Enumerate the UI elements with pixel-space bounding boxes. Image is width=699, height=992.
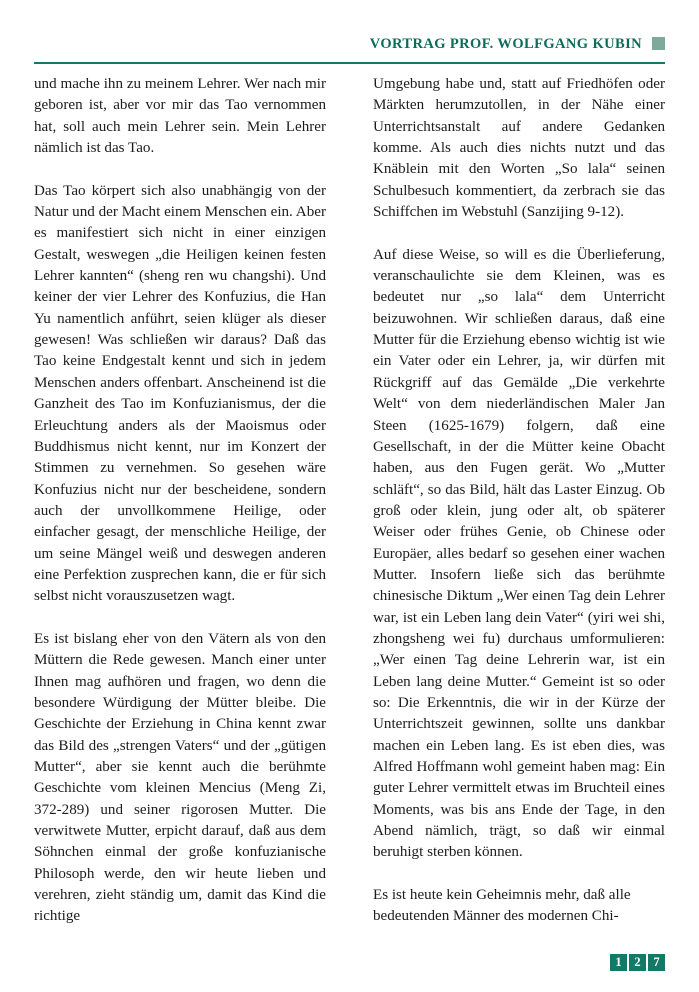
paragraph: Es ist heute kein Geheimnis mehr, daß alle bedeutenden Männer des modernen Chi- bbox=[373, 887, 631, 925]
square-marker-icon bbox=[652, 37, 665, 50]
paragraph: Das Tao körpert sich also unabhängig von der Natur und der Macht einem Menschen ein. Aber es manifestiert sich nicht in einer einzigen Gestalt, weswegen „die Heiligen keinen festen Lehrer kannten“ (sheng ren wu changshi). Und keiner der vier Lehrer des Konfuzius, die Han Yu namentlich anführt, seien klüger als dieser gewesen! Was schließen wir daraus? Daß das Tao keine Endgestalt kennt und sich in jedem Menschen anders offenbart. Anscheinend ist die Ganzheit des Tao im Konfuzianismus, der die Erleuchtung anders als der Maoismus oder Buddhismus nicht kennt, nur im Konzert der Stimmen zu vernehmen. So gesehen wäre Konfuzius nicht nur der bescheidene, sondern auch der unvollkommene Heilige, oder einfacher gesagt, der menschliche Heilige, der um seine Mängel weiß und deswegen anderen eine Perfektion zusprechen kann, die er für sich selbst nicht vorauszusetzen wagt. bbox=[34, 182, 326, 605]
running-header-title: VORTRAG PROF. WOLFGANG KUBIN bbox=[369, 35, 642, 52]
page-number-digit: 1 bbox=[610, 954, 627, 971]
left-column bbox=[34, 74, 326, 940]
two-column-body bbox=[34, 74, 665, 940]
right-column bbox=[373, 74, 665, 940]
header-rule-divider bbox=[34, 62, 665, 64]
page-number-digit: 7 bbox=[648, 954, 665, 971]
paragraph: Es ist bislang eher von den Vätern als von den Müttern die Rede gewesen. Manch einer unter Ihnen mag aufhören und fragen, wo denn die besondere Würdigung der Mütter bleibe. Die Geschichte der Erziehung in China kennt zwar das Bild des „strengen Vaters“ und der „gütigen Mutter“, aber sie kennt auch die berühmte Geschichte vom kleinen Mencius (Meng Zi, 372-289) und seiner rigorosen Mutter. Die verwitwete Mutter, erpicht darauf, daß aus dem Söhnchen einmal der große konfuzianische Philosoph werde, den wir heute lieben und verehren, zieht ständig um, damit das Kind die richtige bbox=[34, 630, 326, 925]
running-header bbox=[34, 30, 665, 58]
paragraph: Auf diese Weise, so will es die Überlieferung, veranschaulichte sie dem Kleinen, was es bedeutet nur „so lala“ dem Unterricht beizuwohnen. Wir schließen daraus, daß eine Mutter für die Erziehung ebenso wichtig ist wie ein Vater oder ein Lehrer, ja, wir dürfen mit Rückgriff auf das Gemälde „Die verkehrte Welt“ von dem niederländischen Maler Jan Steen (1625-1679) folgern, daß eine Gesellschaft, in der die Mütter keine Obacht haben, aus den Fugen gerät. Wo „Mutter schläft“, so das Bild, hält das Laster Einzug. Ob groß oder klein, jung oder alt, ob späterer Weiser oder frühes Genie, ob Chinese oder Europäer, alles bedarf so gesehen einer wachen Mutter. Insofern ließe sich das berühmte chinesische Diktum „Wer einen Tag dein Lehrer war, ist ein Leben lang dein Vater“ (yiri wei shi, zhongsheng wei fu) durchaus umformulieren: „Wer einen Tag deine Lehrerin war, ist ein Leben lang deine Mutter.“ Gemeint ist so oder so: Die Erkenntnis, die wir in der Kürze der Unterrichtszeit gewinnen, sollte uns dankbar machen ein Leben lang. Es ist eben dies, was Alfred Hoffmann wohl gemeint haben mag: Ein guter Lehrer vermittelt etwas im Bruchteil eines Moments, was bis ans Ende der Tage, in den Abend nämlich, trägt, so daß wir einmal beruhigt sterben können. bbox=[373, 246, 665, 861]
page-number-badge bbox=[34, 954, 665, 971]
page-number-digit: 2 bbox=[629, 954, 646, 971]
paragraph: Umgebung habe und, statt auf Friedhöfen oder Märkten herumzutollen, in der Nähe einer Unterrichtsanstalt auf andere Gedanken komme. Als auch dies nichts nutzt und das Knäblein mit den Worten „So lala“ seinen Schulbesuch kommentiert, da zerbrach sie das Schiffchen im Webstuhl (Sanzijing 9-12). bbox=[373, 76, 665, 221]
paragraph: und mache ihn zu meinem Lehrer. Wer nach mir geboren ist, aber vor mir das Tao vernommen hat, soll auch mein Lehrer sein. Mein Lehrer nämlich ist das Tao. bbox=[34, 76, 326, 157]
